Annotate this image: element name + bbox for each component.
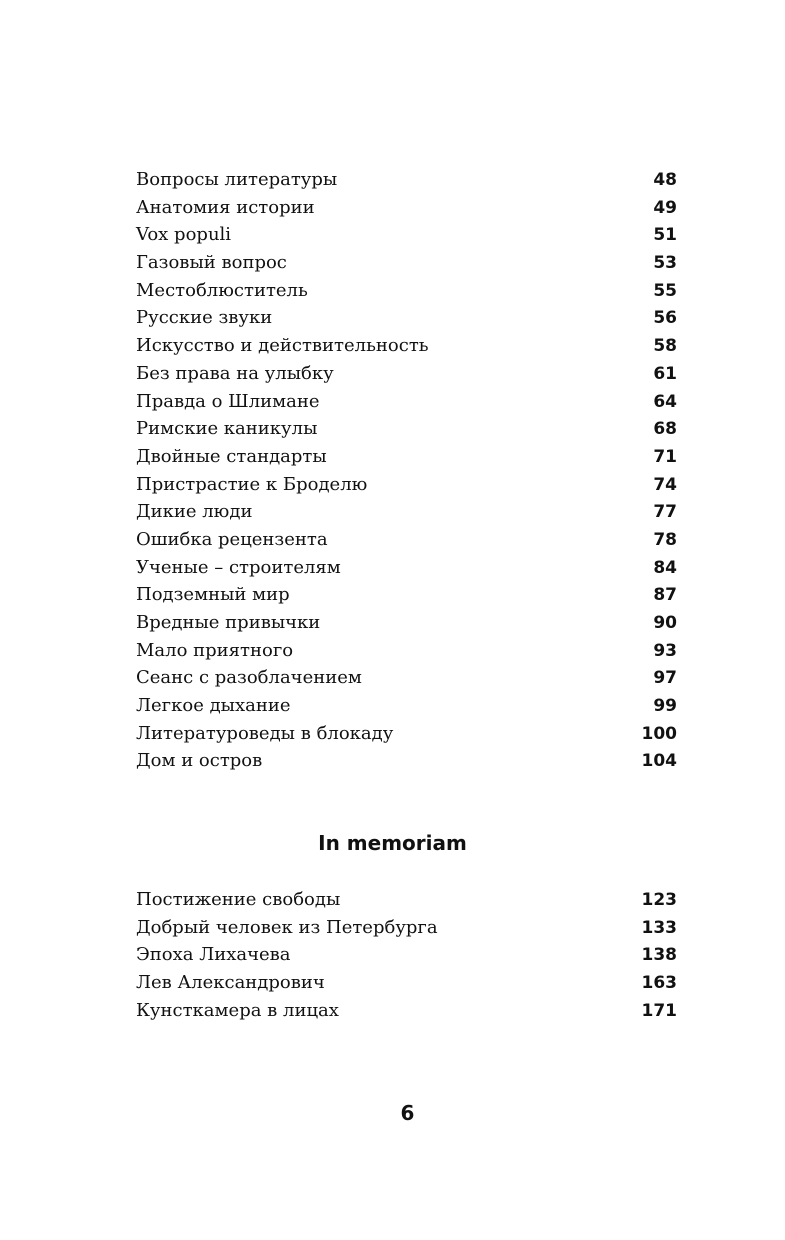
toc-entry — [136, 304, 677, 332]
toc-entry-title: Искусство и действительность — [136, 335, 429, 357]
toc-entry — [136, 747, 677, 775]
toc-entry-page: 87 — [653, 585, 677, 606]
toc-entry-page: 100 — [641, 723, 677, 744]
toc-entry-title: Вредные привычки — [136, 612, 321, 633]
toc-entry — [136, 664, 677, 692]
toc-entry-title: Литературоведы в блокаду — [136, 722, 394, 744]
toc-entry-page: 133 — [641, 917, 677, 938]
toc-entry-page: 48 — [653, 170, 677, 190]
toc-entry — [136, 637, 677, 665]
toc-entry — [136, 443, 677, 471]
toc-entry-page: 51 — [653, 225, 677, 246]
toc-entry-title: Кунсткамера в лицах — [136, 999, 339, 1021]
toc-entry-page: 78 — [653, 529, 677, 550]
toc-entry-page: 163 — [641, 973, 677, 994]
toc-entry-page: 123 — [641, 890, 677, 910]
toc-entry-title: Добрый человек из Петербурга — [136, 916, 438, 938]
toc-entry-page: 77 — [653, 502, 677, 523]
memoriam-list — [136, 886, 677, 1024]
toc-entry-title: Местоблюститель — [136, 279, 308, 301]
toc-entry-page: 97 — [653, 668, 677, 689]
toc-entry — [136, 581, 677, 609]
toc-entry-page: 84 — [653, 557, 677, 578]
toc-entry-page: 93 — [653, 640, 677, 661]
toc-entry-page: 104 — [641, 751, 677, 772]
toc-entry-title: Двойные стандарты — [136, 445, 327, 467]
toc-entry — [136, 388, 677, 416]
toc-entry-title: Эпоха Лихачева — [136, 944, 291, 966]
toc-entry-page: 56 — [653, 308, 677, 329]
toc-entry-title: Сеанс с разоблачением — [136, 667, 362, 689]
toc-entry-page: 64 — [653, 391, 677, 412]
toc-entry-title: Постижение свободы — [136, 889, 341, 910]
toc-entry-page: 74 — [653, 474, 677, 495]
toc-entry — [136, 249, 677, 277]
page-number: 6 — [400, 1101, 415, 1125]
toc-entry-page: 55 — [653, 280, 677, 301]
toc-entry-page: 53 — [653, 253, 677, 274]
toc-entry — [136, 221, 677, 249]
toc-entry — [136, 526, 677, 554]
toc-entry-title: Лев Александрович — [136, 972, 325, 994]
toc-entry-title: Римские каникулы — [136, 418, 318, 440]
toc-entry — [136, 914, 677, 942]
toc-entry — [136, 360, 677, 388]
toc-entry — [136, 194, 677, 222]
toc-entry-title: Легкое дыхание — [136, 695, 291, 717]
toc-entry — [136, 692, 677, 720]
toc-entry — [136, 166, 677, 194]
toc-entry-title: Ученые – строителям — [136, 556, 341, 578]
toc-entry-title: Правда о Шлимане — [136, 390, 320, 412]
toc-entry — [136, 886, 677, 914]
toc-entry-title: Анатомия истории — [136, 196, 315, 218]
toc-entry — [136, 415, 677, 443]
toc-entry-page: 171 — [641, 1000, 677, 1021]
toc-list — [136, 166, 677, 775]
toc-entry-page: 71 — [653, 446, 677, 467]
toc-entry-page: 90 — [653, 613, 677, 633]
toc-entry — [136, 969, 677, 997]
toc-entry-title: Ошибка рецензента — [136, 528, 328, 550]
toc-entry-title: Подземный мир — [136, 584, 290, 606]
toc-entry — [136, 471, 677, 499]
toc-entry-page: 61 — [653, 363, 677, 384]
toc-entry-title: Русские звуки — [136, 307, 273, 329]
toc-entry — [136, 720, 677, 748]
toc-entry-page: 68 — [653, 419, 677, 440]
toc-entry-page: 99 — [653, 696, 677, 717]
toc-entry — [136, 554, 677, 582]
toc-entry-title: Газовый вопрос — [136, 252, 287, 274]
toc-entry — [136, 277, 677, 305]
toc-entry-title: Vox populi — [136, 224, 232, 246]
toc-entry-title: Мало приятного — [136, 639, 294, 661]
toc-entry — [136, 941, 677, 969]
toc-entry — [136, 498, 677, 526]
toc-entry — [136, 332, 677, 360]
toc-entry-title: Пристрастие к Броделю — [136, 473, 368, 495]
toc-entry-title: Вопросы литературы — [136, 169, 338, 190]
toc-entry-title: Дом и остров — [136, 750, 263, 772]
toc-entry-title: Дикие люди — [136, 501, 253, 523]
toc-entry — [136, 997, 677, 1025]
toc-entry — [136, 609, 677, 637]
toc-entry-page: 138 — [641, 945, 677, 966]
toc-entry-page: 58 — [653, 336, 677, 357]
toc-entry-page: 49 — [653, 197, 677, 218]
toc-entry-title: Без права на улыбку — [136, 362, 334, 384]
section-heading: In memoriam — [318, 831, 467, 855]
